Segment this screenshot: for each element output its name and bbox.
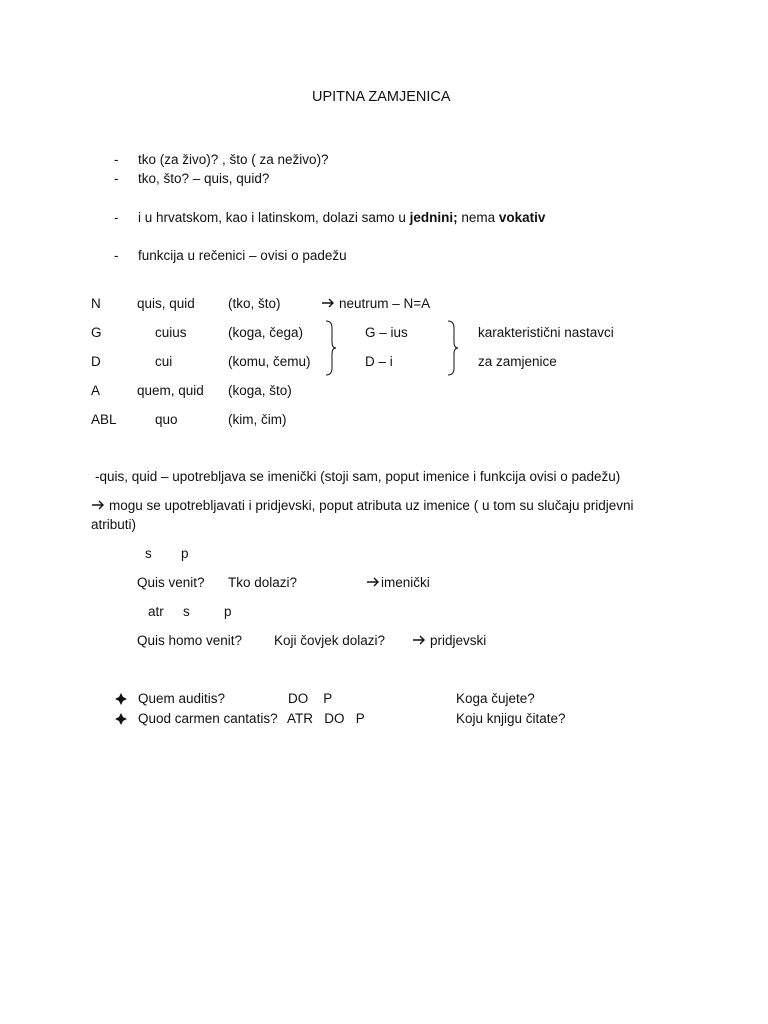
diamond-bullet-icon [115, 693, 127, 705]
right-arrow-icon [91, 500, 105, 510]
croatian-form-g: (koga, čega) [228, 325, 304, 340]
label-attribute: atr [148, 604, 164, 619]
label-predicate: p [181, 546, 189, 561]
ending-g: G – ius [365, 325, 408, 340]
latin-form-abl: quo [155, 412, 178, 427]
bullet-line-1b: tko, što? – quis, quid? [138, 171, 270, 186]
exercise-2-latin: Quod carmen cantatis? [138, 711, 278, 726]
label-subject: s [145, 546, 152, 561]
croatian-form-a: (koga, što) [228, 383, 292, 398]
latin-form-n: quis, quid [137, 296, 195, 311]
exercise-1-croatian: Koga čujete? [456, 691, 535, 706]
example-1-croatian: Tko dolazi? [228, 575, 298, 590]
ending-d: D – i [365, 354, 393, 369]
bullet-dash: - [114, 248, 119, 263]
case-label-n: N [91, 296, 101, 311]
croatian-form-d: (komu, čemu) [228, 354, 311, 369]
page-title: UPITNA ZAMJENICA [312, 89, 451, 105]
example-1-note [366, 574, 430, 592]
bullet-line-2-pre: i u hrvatskom, kao i latinskom, dolazi samo u [138, 210, 410, 225]
right-arrow-icon [412, 635, 426, 645]
paragraph-adjectival-line-1: mogu se upotrebljavati i pridjevski, poput atributa uz imenice ( u tom su slučaju pridjevni [109, 498, 634, 513]
exercise-1-latin: Quem auditis? [138, 691, 226, 706]
bullet-dash: - [114, 171, 119, 186]
paragraph-adjectival [91, 497, 634, 515]
bullet-line-2 [138, 209, 545, 227]
bullet-line-2-bold-vokativ: vokativ [498, 210, 546, 225]
example-1-note-text: imenički [381, 575, 430, 590]
right-brace-icon [325, 320, 337, 376]
case-label-abl: ABL [91, 412, 117, 427]
case-label-g: G [91, 325, 102, 340]
example-2-note [412, 632, 486, 650]
label-predicate: p [224, 604, 232, 619]
note-for-pronouns: za zamjenice [478, 354, 557, 369]
right-arrow-icon [366, 577, 380, 587]
right-arrow-icon [321, 298, 335, 308]
bullet-line-1a: tko (za živo)? , što ( za neživo)? [138, 152, 329, 167]
latin-form-a: quem, quid [137, 383, 204, 398]
example-2-croatian: Koji čovjek dolazi? [274, 633, 386, 648]
exercise-2-analysis: ATR DO P [287, 711, 365, 726]
paragraph-substantival: -quis, quid – upotrebljava se imenički (stoji sam, poput imenice i funkcija ovisi o padežu) [95, 469, 621, 484]
bullet-line-2-bold-jednini: jednini; [409, 210, 458, 225]
latin-form-g: cuius [155, 325, 187, 340]
latin-form-d: cui [155, 354, 173, 369]
exercise-2-croatian: Koju knjigu čitate? [456, 711, 566, 726]
diamond-bullet-icon [115, 713, 127, 725]
bullet-line-2-mid: nema [457, 210, 499, 225]
example-2-latin: Quis homo venit? [137, 633, 243, 648]
neutrum-note [321, 295, 430, 313]
paragraph-adjectival-line-2: atributi) [91, 517, 137, 532]
croatian-form-abl: (kim, čim) [228, 412, 287, 427]
example-2-note-text: pridjevski [430, 633, 487, 648]
right-brace-icon [447, 320, 459, 376]
bullet-line-3: funkcija u rečenici – ovisi o padežu [138, 248, 347, 263]
bullet-dash: - [114, 152, 119, 167]
neutrum-note-text: neutrum – N=A [339, 296, 431, 311]
label-subject: s [183, 604, 190, 619]
exercise-1-analysis: DO P [288, 691, 333, 706]
example-1-latin: Quis venit? [137, 575, 205, 590]
case-label-a: A [91, 383, 101, 398]
croatian-form-n: (tko, što) [228, 296, 281, 311]
note-characteristic-endings: karakteristični nastavci [478, 325, 614, 340]
bullet-dash: - [114, 210, 119, 225]
case-label-d: D [91, 354, 101, 369]
